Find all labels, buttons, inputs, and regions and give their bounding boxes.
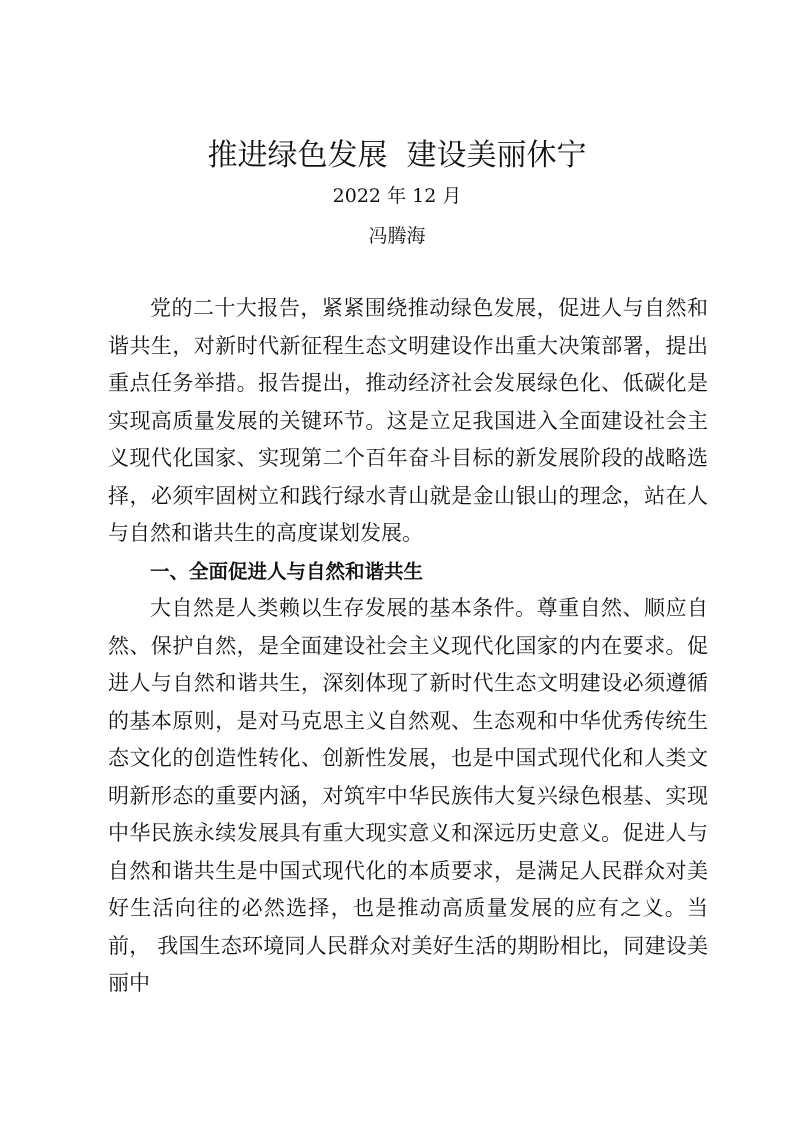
section-paragraph: 大自然是人类赖以生存发展的基本条件。尊重自然、顺应自然、保护自然，是全面建设社会主义现代化国家的内在要求。促进人与自然和谐共生，深刻体现了新时代生态文明建设必须遵循的基本原则，是对马克思主义自然观、生态观和中华优秀传统生态文化的创造性转化、创新性发展，也是中国式现代化和人类文明新形态的重要内涵，对筑牢中华民族伟大复兴绿色根基、实现中华民族永续发展具有重大现实意义和深远历史意义。促进人与自然和谐共生是中国式现代化的本质要求，是满足人民群众对美好生活向往的必然选择，也是推动高质量发展的应有之义。当前， 我国生态环境同人民群众对美好生活的期盼相比，同建设美丽中 (108, 596, 708, 995)
document-body (108, 290, 708, 1003)
document-author: 冯腾海 (368, 225, 426, 247)
section-heading: 一、全面促进人与自然和谐共生 (150, 559, 424, 583)
document-title: 推进绿色发展 建设美丽休宁 (207, 138, 587, 173)
document-date: 2022 年 12 月 (332, 185, 462, 207)
intro-paragraph: 党的二十大报告，紧紧围绕推动绿色发展，促进人与自然和谐共生，对新时代新征程生态文明建设作出重大决策部署，提出重点任务举措。报告提出，推动经济社会发展绿色化、低碳化是实现高质量发展的关键环节。这是立足我国进入全面建设社会主义现代化国家、实现第二个百年奋斗目标的新发展阶段的战略选择，必须牢固树立和践行绿水青山就是金山银山的理念，站在人与自然和谐共生的高度谋划发展。 (108, 296, 708, 545)
